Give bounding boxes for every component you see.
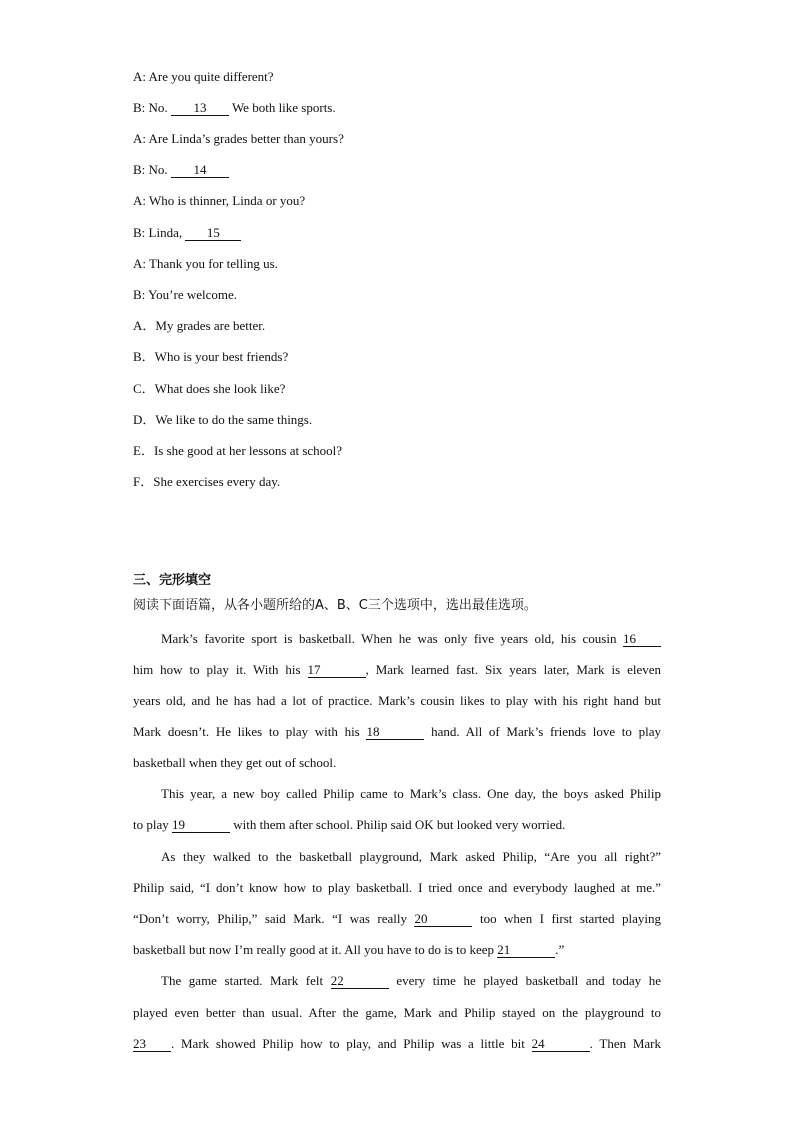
speaker-label: A:	[133, 193, 146, 208]
passage-line	[133, 693, 661, 709]
dialogue-line-8	[133, 287, 237, 303]
option-b	[133, 349, 288, 365]
passage-line	[161, 786, 661, 802]
option-d	[133, 412, 312, 428]
answer-blank-17[interactable]: 17	[308, 663, 366, 678]
option-c	[133, 381, 285, 397]
dialogue-line-5	[133, 193, 305, 209]
passage-text: .”	[555, 942, 565, 957]
passage-text: Mark doesn’t. He likes to play with his	[133, 724, 360, 739]
option-text: Who is your best friends?	[154, 349, 289, 364]
dialogue-line-3	[133, 131, 344, 147]
option-text: Is she good at her lessons at school?	[153, 443, 343, 458]
passage-line	[161, 973, 661, 989]
passage-text: “Don’t worry, Philip,” said Mark. “I was really	[133, 911, 407, 926]
dialogue-text: Linda,	[148, 225, 183, 240]
dialogue-line-6	[133, 225, 241, 241]
dialogue-line-2	[133, 100, 336, 116]
passage-text: him how to play it. With his	[133, 662, 301, 677]
option-letter: D．	[133, 412, 156, 427]
passage-text: Philip said, “I don’t know how to play basketball. I tried once and everybody laughed at me.”	[133, 880, 661, 895]
passage-text: This year, a new boy called Philip came to Mark’s class. One day, the boys asked Philip	[161, 786, 661, 801]
passage-line	[161, 849, 661, 865]
option-a	[133, 318, 265, 334]
passage-line	[133, 817, 661, 833]
passage-line	[161, 631, 661, 647]
answer-blank-24[interactable]: 24	[532, 1037, 590, 1052]
passage-line	[133, 1036, 661, 1052]
answer-blank-19[interactable]: 19	[172, 818, 230, 833]
passage-line	[133, 911, 661, 927]
speaker-label: B:	[133, 162, 146, 177]
dialogue-line-7	[133, 256, 278, 272]
speaker-label: B:	[133, 225, 146, 240]
answer-blank-14[interactable]: 14	[171, 163, 229, 178]
option-f	[133, 474, 280, 490]
option-letter: A．	[133, 318, 156, 333]
dialogue-text: Who is thinner, Linda or you?	[149, 193, 306, 208]
answer-blank-20[interactable]: 20	[414, 912, 472, 927]
passage-text: . Mark showed Philip how to play, and Philip was a little bit	[171, 1036, 525, 1051]
answer-blank-22[interactable]: 22	[331, 974, 389, 989]
dialogue-text: Thank you for telling us.	[149, 256, 278, 271]
option-text: She exercises every day.	[153, 474, 281, 489]
answer-blank-15[interactable]: 15	[185, 226, 241, 241]
section-title: 三、完形填空	[133, 573, 212, 588]
answer-blank-16[interactable]: 16	[623, 632, 661, 647]
dialogue-text: Are you quite different?	[148, 69, 274, 84]
answer-blank-18[interactable]: 18	[366, 725, 424, 740]
speaker-label: A:	[133, 256, 146, 271]
dialogue-text: We both like sports.	[231, 100, 336, 115]
passage-text: years old, and he has had a lot of practice. Mark’s cousin likes to play with his right hand but	[133, 693, 661, 708]
section-instruction: 阅读下面语篇，从各小题所给的A、B、C三个选项中，选出最佳选项。	[133, 598, 537, 613]
option-letter: F．	[133, 474, 154, 489]
dialogue-line-1	[133, 69, 274, 85]
passage-text: The game started. Mark felt	[161, 973, 324, 988]
dialogue-text: No.	[148, 162, 168, 177]
passage-line	[133, 755, 661, 771]
passage-text: with them after school. Philip said OK but looked very worried.	[233, 817, 566, 832]
speaker-label: A:	[133, 131, 146, 146]
option-letter: B．	[133, 349, 155, 364]
answer-blank-21[interactable]: 21	[497, 943, 555, 958]
passage-text: to play	[133, 817, 169, 832]
passage-line	[133, 662, 661, 678]
passage-text: As they walked to the basketball playground, Mark asked Philip, “Are you all right?”	[161, 849, 661, 864]
passage-line	[133, 1005, 661, 1021]
passage-text: every time he played basketball and today he	[396, 973, 661, 988]
option-e	[133, 443, 342, 459]
dialogue-text: Are Linda’s grades better than yours?	[148, 131, 344, 146]
option-text: What does she look like?	[154, 381, 286, 396]
passage-text: basketball but now I’m really good at it. All you have to do is to keep	[133, 942, 495, 957]
dialogue-text: No.	[148, 100, 168, 115]
passage-text: . Then Mark	[589, 1036, 661, 1051]
passage-text: basketball when they get out of school.	[133, 755, 337, 770]
option-text: My grades are better.	[155, 318, 266, 333]
option-letter: C．	[133, 381, 155, 396]
passage-text: too when I first started playing	[479, 911, 662, 926]
speaker-label: B:	[133, 100, 146, 115]
answer-blank-23[interactable]: 23	[133, 1037, 171, 1052]
speaker-label: A:	[133, 69, 146, 84]
dialogue-line-4	[133, 162, 229, 178]
passage-text: Mark’s favorite sport is basketball. When he was only five years old, his cousin	[161, 631, 617, 646]
answer-blank-13[interactable]: 13	[171, 101, 229, 116]
passage-line	[133, 724, 661, 740]
option-letter: E．	[133, 443, 154, 458]
passage-line	[133, 880, 661, 896]
speaker-label: B:	[133, 287, 146, 302]
passage-line	[133, 942, 661, 958]
passage-text: , Mark learned fast. Six years later, Mark is eleven	[365, 662, 661, 677]
option-text: We like to do the same things.	[155, 412, 313, 427]
dialogue-text: You’re welcome.	[148, 287, 238, 302]
passage-text: hand. All of Mark’s friends love to play	[431, 724, 661, 739]
passage-text: played even better than usual. After the game, Mark and Philip stayed on the playground to	[133, 1005, 661, 1020]
